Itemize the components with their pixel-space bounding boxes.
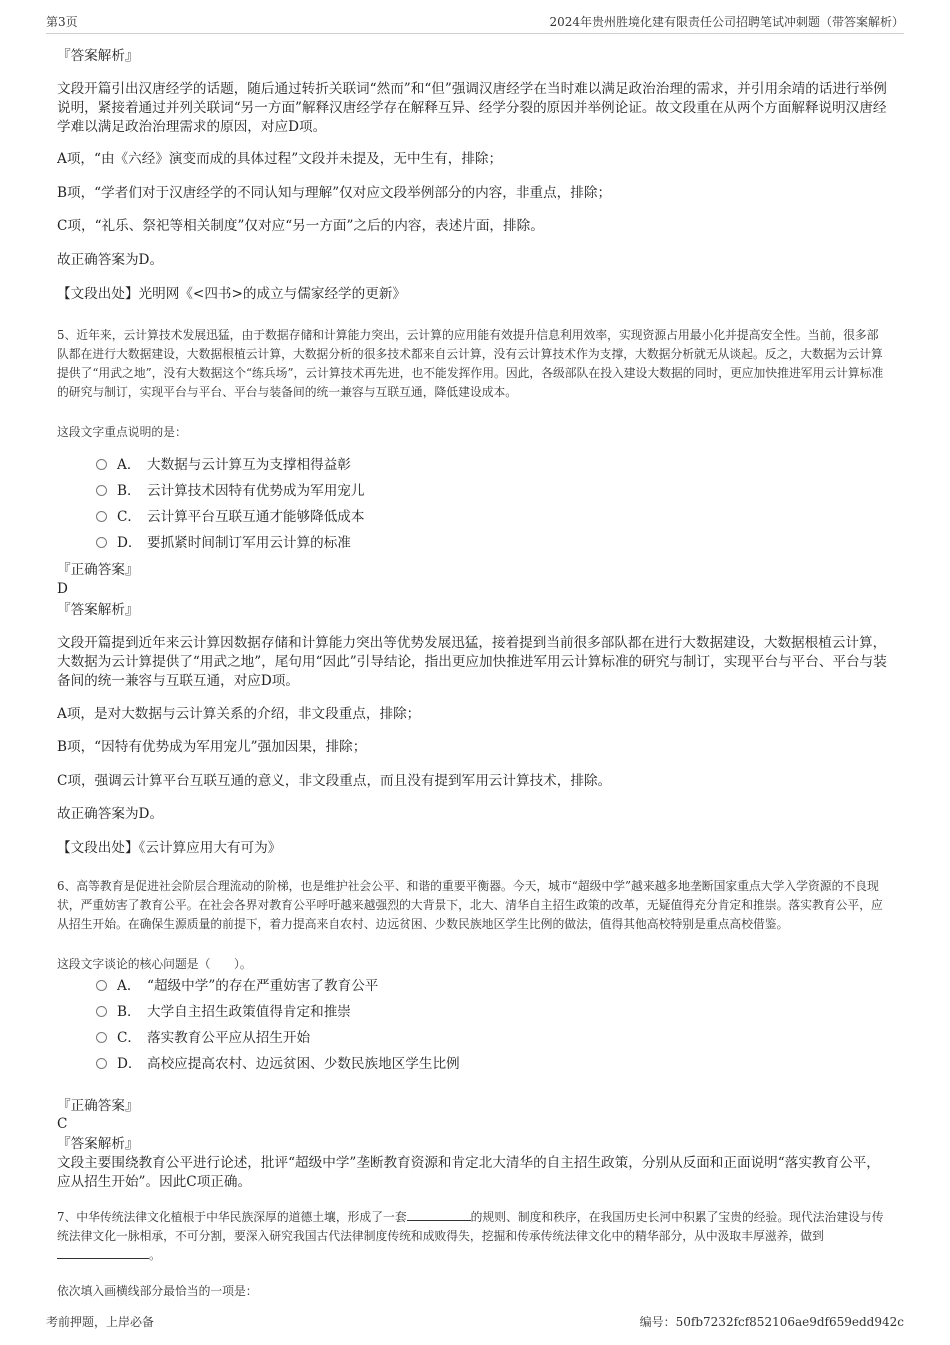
q7-stem: 7、中华传统法律文化植根于中华民族深厚的道德土壤，形成了一套 的规则、制度和秩序，在我国历史长河中积累了宝贵的经验。现代法治建设与传统法律文化一脉相承，不可分割，要深入研究我国古代法律制度传统和成败得失，挖掘和传承传统法律文化中的精华部分，从中汲取丰厚滋养，做到。 — [57, 1210, 884, 1262]
q6-option-c[interactable]: C． 落实教育公平应从招生开始 — [96, 1028, 310, 1048]
radio-icon[interactable] — [96, 980, 107, 991]
radio-icon[interactable] — [96, 511, 107, 522]
fill-blank-2[interactable] — [57, 1246, 149, 1259]
q4-option-b-note: B项，“学者们对于汉唐经学的不同认知与理解”仅对应文段举例部分的内容，非重点，排除； — [57, 185, 612, 201]
q6-analysis: 文段主要围绕教育公平进行论述，批评“超级中学”垄断教育资源和肯定北大清华的自主招生政策，分别从反面和正面说明“落实教育公平，应从招生开始”。因此C项正确。 — [57, 1155, 880, 1190]
radio-icon[interactable] — [96, 1032, 107, 1043]
q6-option-d[interactable]: D． 高校应提高农村、边远贫困、少数民族地区学生比例 — [96, 1054, 460, 1074]
q7-question: 依次填入画横线部分最恰当的一项是： — [57, 1284, 258, 1298]
q5-answer: D — [57, 581, 68, 597]
radio-icon[interactable] — [96, 459, 107, 470]
q5-question: 这段文字重点说明的是： — [57, 425, 187, 439]
radio-icon[interactable] — [96, 1006, 107, 1017]
q5-option-b-note: B项，“因特有优势成为军用宠儿”强加因果，排除； — [57, 739, 367, 755]
q5-analysis: 文段开篇提到近年来云计算因数据存储和计算能力突出等优势发展迅猛，接着提到当前很多部队都在进行大数据建设，大数据根植云计算，大数据为云计算提供了“用武之地”，尾句用“因此”引导结论，指出更应加快推进军用云计算标准的研究与制订，实现平台与平台、平台与装备间的统一兼容与互联互通，对应D项。 — [57, 635, 887, 689]
q4-conclusion: 故正确答案为D。 — [57, 252, 164, 268]
page-number: 第3页 — [46, 15, 78, 29]
q4-source: 【文段出处】光明网《<四书>的成立与儒家经学的更新》 — [57, 286, 407, 302]
q4-analysis: 文段开篇引出汉唐经学的话题，随后通过转折关联词“然而”和“但”强调汉唐经学在当时难以满足政治治理的需求，并引用余靖的话进行举例说明，紧接着通过并列关联词“另一方面”解释汉唐经学存在解释互异、经学分裂的原因并举例论证。故文段重在从两个方面解释说明汉唐经学难以满足政治治理需求的原因，对应D项。 — [57, 81, 887, 135]
q5-option-b[interactable]: B． 云计算技术因特有优势成为军用宠儿 — [96, 481, 365, 501]
q6-stem: 6、高等教育是促进社会阶层合理流动的阶梯，也是维护社会公平、和谐的重要平衡器。今天，城市“超级中学”越来越多地垄断国家重点大学入学资源的不良现状，严重妨害了教育公平。在社会各界对教育公平呼吁越来越强烈的大背景下，北大、清华自主招生政策的改革，无疑值得充分肯定和推崇。落实教育公平，应从招生开始。在确保生源质量的前提下，着力提高来自农村、边远贫困、少数民族地区学生比例的做法，值得其他高校特别是重点高校借鉴。 — [57, 879, 883, 931]
q5-answer-label: 『正确答案』 — [57, 562, 139, 578]
q5-source: 【文段出处】《云计算应用大有可为》 — [57, 840, 282, 856]
q5-option-c-note: C项，强调云计算平台互联互通的意义，非文段重点，而且没有提到军用云计算技术，排除。 — [57, 773, 612, 789]
q6-option-a[interactable]: A． “超级中学”的存在严重妨害了教育公平 — [96, 976, 378, 996]
q4-analysis-label: 『答案解析』 — [57, 48, 139, 64]
q5-conclusion: 故正确答案为D。 — [57, 806, 164, 822]
radio-icon[interactable] — [96, 485, 107, 496]
q4-option-c-note: C项，“礼乐、祭祀等相关制度”仅对应“另一方面”之后的内容，表述片面，排除。 — [57, 218, 544, 234]
q6-question: 这段文字谈论的核心问题是（ ）。 — [57, 957, 252, 971]
radio-icon[interactable] — [96, 1058, 107, 1069]
fill-blank-1[interactable] — [407, 1208, 471, 1221]
document-code: 编号：50fb7232fcf852106ae9df659edd942c — [639, 1315, 904, 1329]
q5-stem: 5、近年来，云计算技术发展迅猛，由于数据存储和计算能力突出，云计算的应用能有效提升信息利用效率，实现资源占用最小化并提高安全性。当前，很多部队都在进行大数据建设，大数据根植云计算，大数据分析的很多技术都来自云计算，没有云计算技术作为支撑，大数据分析就无从谈起。反之，大数据为云计算提供了“用武之地”，没有大数据这个“练兵场”，云计算技术再先进，也不能发挥作用。因此，各级部队在投入建设大数据的同时，更应加快推进军用云计算标准的研究与制订，实现平台与平台、平台与装备间的统一兼容与互联互通，降低建设成本。 — [57, 328, 884, 399]
radio-icon[interactable] — [96, 537, 107, 548]
q6-answer: C — [57, 1116, 68, 1132]
q4-option-a-note: A项，“由《六经》演变而成的具体过程”文段并未提及，无中生有，排除； — [57, 151, 503, 167]
q6-option-b[interactable]: B． 大学自主招生政策值得肯定和推崇 — [96, 1002, 351, 1022]
q5-option-a-note: A项，是对大数据与云计算关系的介绍，非文段重点，排除； — [57, 706, 421, 722]
q6-analysis-label: 『答案解析』 — [57, 1136, 139, 1152]
document-title: 2024年贵州胜境化建有限责任公司招聘笔试冲刺题（带答案解析） — [549, 15, 904, 29]
footer-slogan: 考前押题，上岸必备 — [46, 1315, 155, 1329]
page-footer — [46, 1313, 904, 1333]
page-header — [46, 13, 904, 34]
q5-option-a[interactable]: A． 大数据与云计算互为支撑相得益彰 — [96, 455, 351, 475]
q5-option-d[interactable]: D． 要抓紧时间制订军用云计算的标准 — [96, 533, 351, 553]
q6-answer-label: 『正确答案』 — [57, 1098, 139, 1114]
q5-option-c[interactable]: C． 云计算平台互联互通才能够降低成本 — [96, 507, 365, 527]
q5-analysis-label: 『答案解析』 — [57, 602, 139, 618]
